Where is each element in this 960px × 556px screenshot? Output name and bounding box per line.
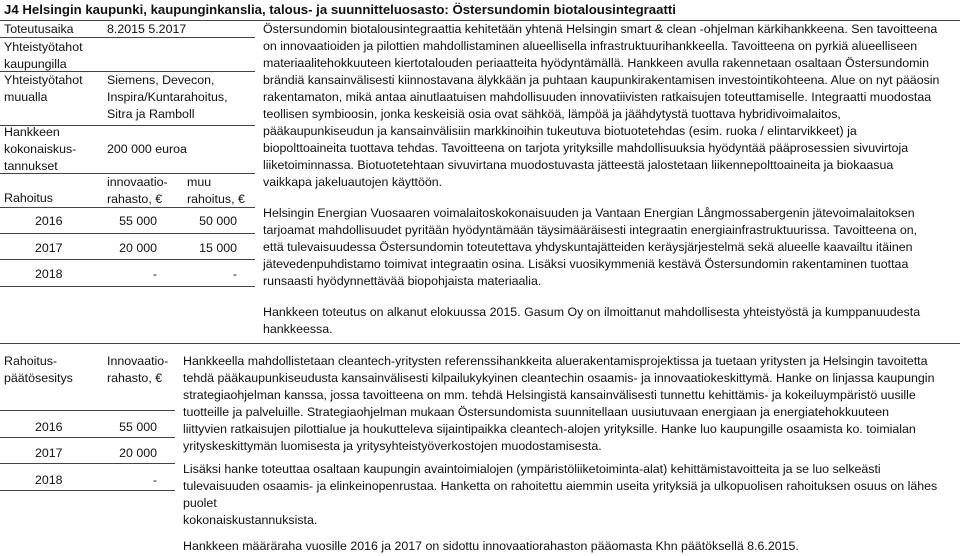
description-paragraph: Östersundomin biotalousintegraattia kehitetään yhtenä Helsingin smart & clean -ohjelman kärkihankkeena. Sen tavoitteena on innovaatioiden ja pilottien mahdollistaminen alueellisella infrastruktuurihankkeella. Tavoitteena on pyrkiä alueelliseen materiaalitehokkuuteen kiertotalouden periaatteita hyödyntämällä. Hankkeen avulla rakennetaan osaltaan Östersundomin brändiä kansainvälisesti kiinnostavana älykkään ja puhtaan kaupunkirakentamisen investointikohteena. Alue on nyt pääosin rakentamaton, mikä antaa ainutlaatuisen mahdollisuuden innovatiivisten ratkaisujen toteuttamiselle. Integraatti muodostaa teollisen symbioosin, jonka keskeisiä osia ovat sähköä, lämpöä ja jäähdytystä tuottava hybridivoimalaitos, pääkaupunkiseudun ja kansainvälisiin markkinoihin tukeutuva biotuotetehdas (esim. ruoka / elintarvikkeet) ja biopolttoaineita tuottava tehdas. Tavoitteena on tarjota yrityksille mahdollisuuksia hyödyntää pääprosessien sivuvirtoja liiketoiminnassa. Biotuotetehtaan sivuvirtana muodostuvasta jätteestä jalostetaan liikennepolttoaineita ja biokaasua vaikkapa jakeluautojen käyttöön. — [263, 22, 940, 189]
total-cost-label: Hankkeen kokonaiskus- tannukset — [4, 125, 77, 173]
decision-additional-paragraph: Lisäksi hanke toteuttaa osaltaan kaupungin avaintoimialojen (ympäristöliiketoiminta-alat) kehittämistavoitteita ja se luo selkeästi tulevaisuuden osaamis- ja elinkeinopenrustaa. Hanketta on rahoitettu aiemmin useita yrityksiä ja ulkopuolisen rahoituksen osuus on lähes puolet kokonaiskustannuksista. — [183, 462, 938, 527]
funding-row-innovation: 20 000 — [119, 241, 157, 255]
partners-outside-label: Yhteistyötahot muualla — [4, 73, 83, 104]
decision-row-value: 20 000 — [119, 446, 157, 460]
funding-col-innovation-header: innovaatio- rahasto, € — [107, 175, 168, 206]
document-title: J4 Helsingin kaupunki, kaupunginkanslia, talous- ja suunnitteluosasto: Östersundomin biotalousintegraatti — [4, 2, 676, 17]
funding-row-innovation: 55 000 — [119, 214, 157, 228]
decision-row-year: 2017 — [35, 446, 63, 460]
funding-row-other: - — [232, 267, 237, 281]
rule-section-divider — [0, 343, 960, 344]
rule-under-2016 — [0, 233, 255, 234]
decision-label: Rahoitus- päätösesitys — [4, 354, 73, 385]
total-cost-value: 200 000 euroa — [107, 142, 187, 156]
rule-bottom-under-head — [0, 410, 175, 411]
funding-label: Rahoitus — [4, 191, 53, 205]
funding-row-year: 2017 — [35, 241, 63, 255]
partners-city-label: Yhteistyötahot kaupungilla — [4, 40, 83, 71]
rule-bottom-under-2016 — [0, 437, 175, 438]
decision-note: Hankkeen määräraha vuosille 2016 ja 2017 on sidottu innovaatiorahaston pääomasta Khn päätöksellä 8.6.2015. — [183, 539, 799, 553]
funding-row-other: 15 000 — [199, 241, 237, 255]
funding-row-innovation: - — [152, 267, 157, 281]
decision-row-value: - — [152, 473, 157, 487]
funding-row-other: 50 000 — [199, 214, 237, 228]
partners-outside-value: Siemens, Devecon, Inspira/Kuntarahoitus, Sitra ja Ramboll — [107, 73, 228, 121]
description-paragraph-energy: Helsingin Energian Vuosaaren voimalaitoskokonaisuuden ja Vantaan Energian Långmossabergenin jätevoimalaitoksen tarjoamat mahdollisuudet pyritään hyödyntämään täysimääräisesti integraatin energiainfrastruktuurissa. Tavoitteena on, että tulevaisuudessa Östersundomin toteutettava yhdyskuntajätteiden keräysjärjestelmä sekä alueelle kaavailtu itäinen jätevedenpuhdistamo toimivat integraatin osina. Lisäksi vuosikymmeniä kestävä Östersundomin rakentaminen tuottaa runsaasti hyödynnettävää biopohjaista materiaalia. — [263, 206, 918, 288]
decision-rationale-paragraph: Hankkeella mahdollistetaan cleantech-yritysten referenssihankkeita aluerakentamisprojektissa ja tuetaan yritysten ja Helsingin tavoitetta tehdä pääkaupunkiseudusta kansainvälisesti kilpailukykyinen cleantechin osaamis- ja innovaatiokeskittymä. Hanke on linjassa kaupungin strategiaohjelman kanssa, jossa tavoitteena on mm. tehdä Helsingistä kansainvälisesti tunnettu kehittämis- ja kokeiluympäristö uusille tuotteille ja palveluille. Strategiaohjelman mukaan Östersundomista suunnitellaan uusiutuvaan energiaan ja energiatehokkuuteen liittyvien ratkaisujen pilottialue ja houkutteleva sijaintipaikka cleantech-alojen yrityksille. Hanke luo kaupungille osaamista ko. toimialan yrityskeskittymän luomisesta ja yritysyhteistyöverkostojen muodostamisesta. — [183, 354, 935, 453]
decision-row-value: 55 000 — [119, 420, 157, 434]
period-label: Toteutusaika — [4, 22, 74, 36]
description-paragraph-status: Hankkeen toteutus on alkanut elokuussa 2015. Gasum Oy on ilmoittanut mahdollisesta yhteistyöstä ja kumppanuudesta hankkeessa. — [263, 305, 921, 336]
decision-row-year: 2018 — [35, 473, 63, 487]
period-value: 8.2015 5.2017 — [107, 22, 187, 36]
funding-row-year: 2016 — [35, 214, 63, 228]
rule-bottom-under-2018 — [0, 490, 175, 491]
funding-col-other-header: muu rahoitus, € — [187, 175, 245, 206]
rule-under-2018 — [0, 286, 255, 287]
rule-under-2017 — [0, 259, 255, 260]
decision-row-year: 2016 — [35, 420, 63, 434]
rule-bottom-under-2017 — [0, 463, 175, 464]
funding-row-year: 2018 — [35, 267, 63, 281]
innovation-fund-header: Innovaatio- rahasto, € — [107, 354, 169, 385]
